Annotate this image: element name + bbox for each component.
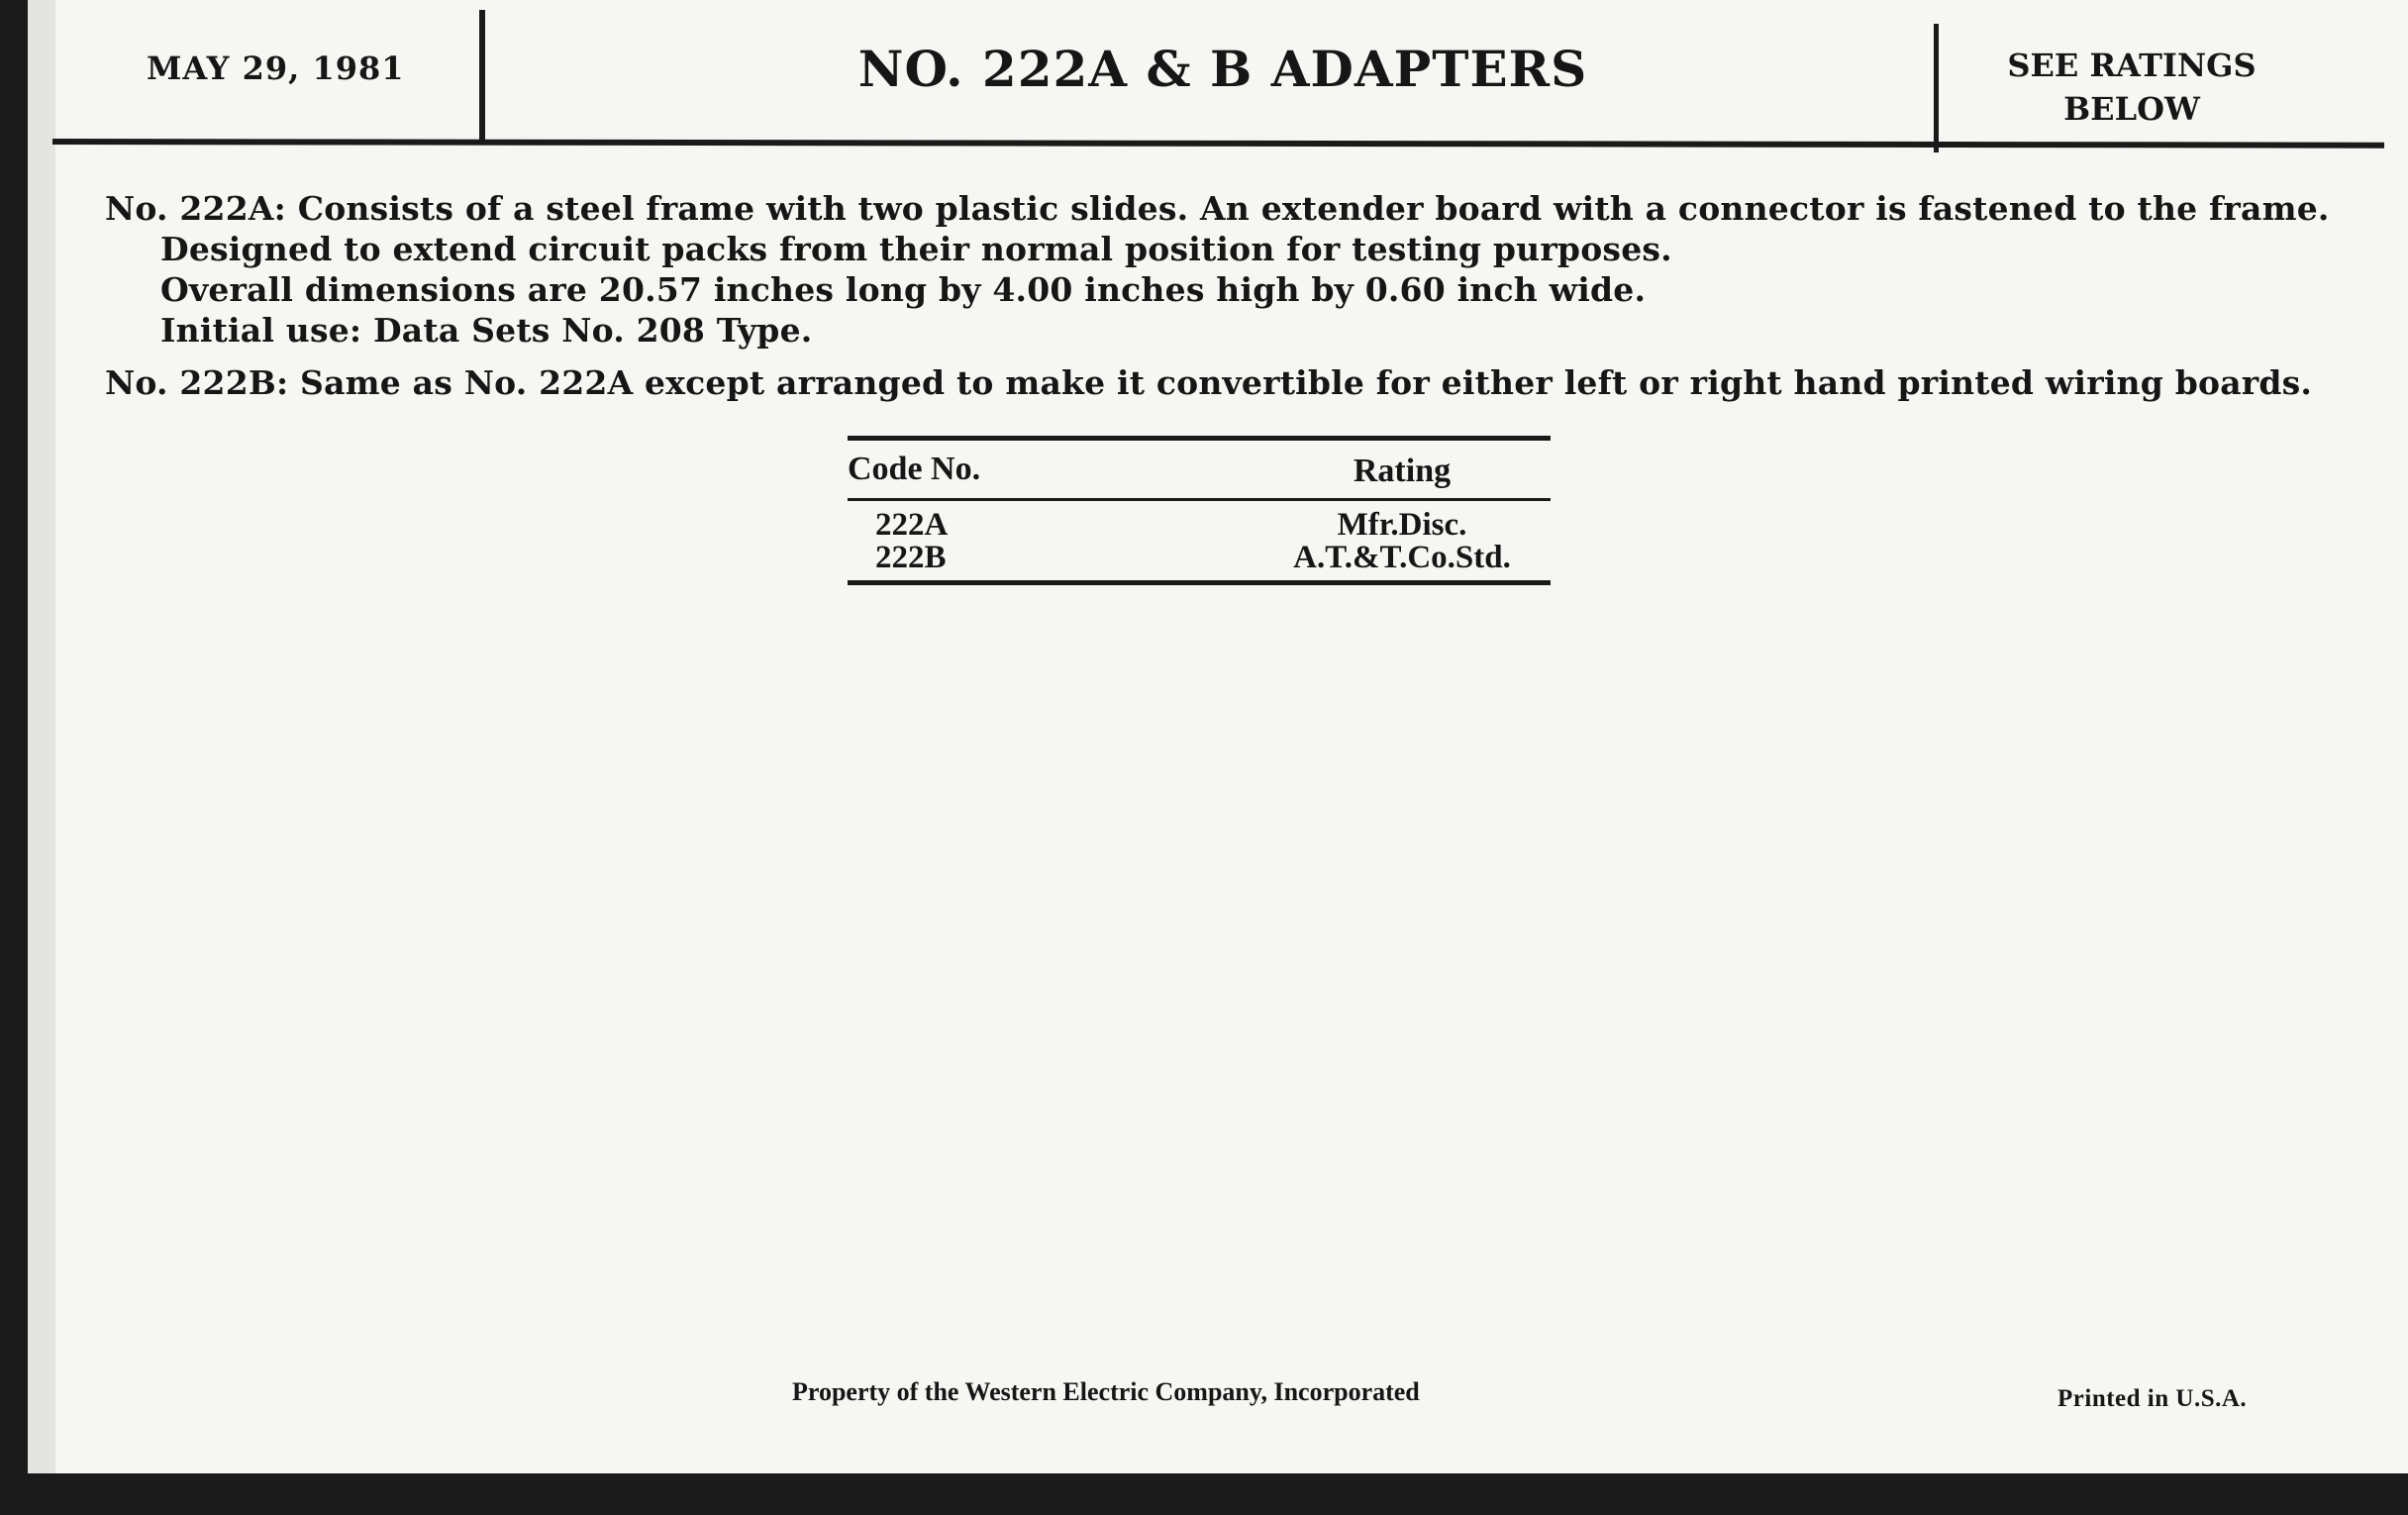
card-header — [28, 0, 2408, 149]
cell-code: 222A — [875, 507, 949, 543]
text-222b-1: Same as No. 222A except arranged to make it convertible for either left or right hand printed wiring boards. — [300, 363, 2313, 402]
table-rule-bottom — [848, 580, 1551, 585]
page-title: NO. 222A & B ADAPTERS — [857, 40, 1588, 98]
printed-notice: Printed in U.S.A. — [2057, 1385, 2248, 1412]
table-header — [848, 441, 1551, 498]
ratings-note-line2: BELOW — [2063, 90, 2200, 128]
index-card — [28, 0, 2408, 1473]
table-row — [848, 540, 1551, 575]
property-notice: Property of the Western Electric Company, Incorporated — [792, 1377, 1420, 1406]
label-222a: No. 222A: — [105, 189, 287, 228]
cell-rating: A.T.&T.Co.Std. — [1293, 540, 1511, 575]
issue-date: MAY 29, 1981 — [147, 50, 405, 87]
label-222b: No. 222B: — [105, 363, 289, 402]
table-body — [848, 501, 1551, 580]
description-222a-line2: Designed to extend circuit packs from their normal position for testing purposes. — [160, 230, 1672, 268]
card-edge — [28, 0, 55, 1473]
cell-code: 222B — [875, 540, 947, 575]
text-222a-1: Consists of a steel frame with two plastic slides. An extender board with a connector is fastened to the frame. — [297, 189, 2330, 228]
header-rule — [52, 139, 2384, 149]
table-row — [848, 507, 1551, 543]
description-222a-line3: Overall dimensions are 20.57 inches long by 4.00 inches high by 0.60 inch wide. — [160, 270, 1647, 309]
header-divider-right — [1934, 24, 1939, 152]
description-222a-line1 — [105, 188, 2382, 229]
ratings-note — [1968, 44, 2295, 131]
description-block — [105, 188, 2382, 403]
column-header-rating: Rating — [1353, 453, 1452, 489]
ratings-note-line1: SEE RATINGS — [2007, 47, 2257, 84]
cell-rating: Mfr.Disc. — [1337, 507, 1467, 543]
ratings-table — [848, 436, 1551, 585]
description-222b-line1 — [105, 362, 2382, 403]
description-222a-line4: Initial use: Data Sets No. 208 Type. — [160, 311, 813, 350]
column-header-code: Code No. — [848, 451, 981, 487]
